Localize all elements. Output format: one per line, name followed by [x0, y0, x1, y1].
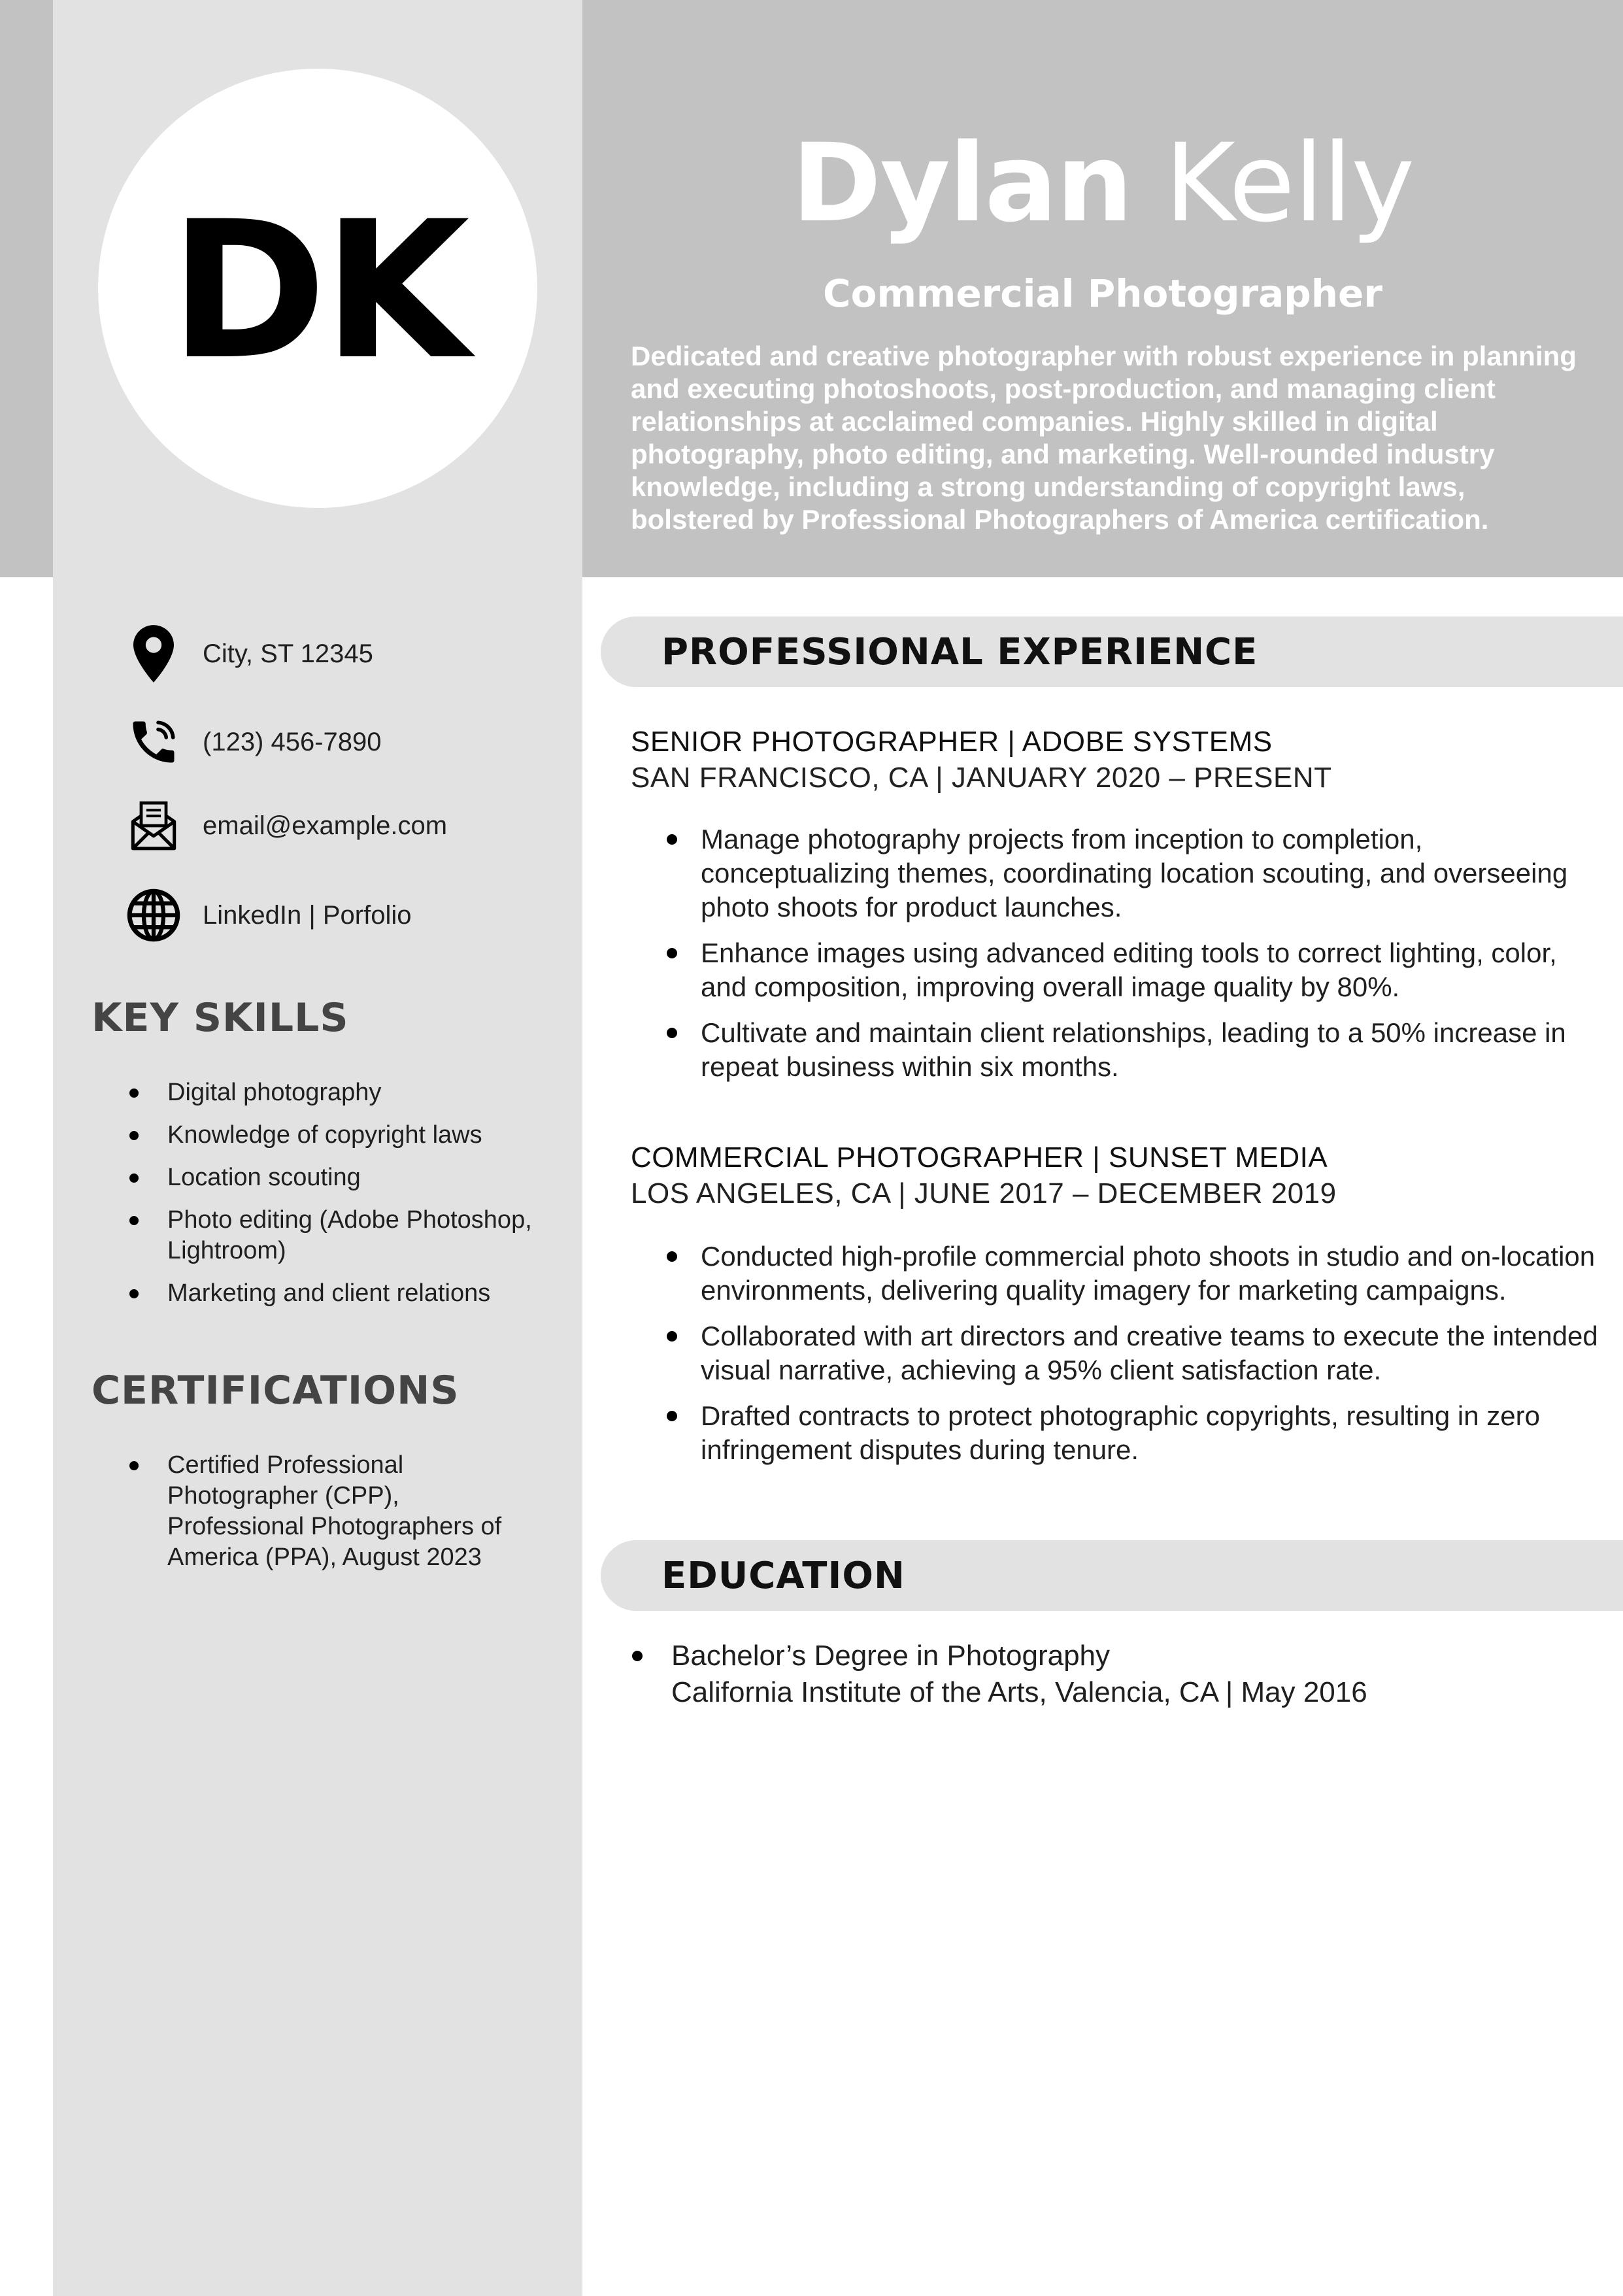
first-name: Dylan [792, 120, 1132, 246]
school: California Institute of the Arts, Valencia, CA | May 2016 [671, 1676, 1367, 1708]
job-bullet: Manage photography projects from inception to completion, conceptualizing themes, coordinating location scouting, and overseeing photo shoots for product launches. [667, 822, 1601, 924]
job-bullet: Cultivate and maintain client relationships, leading to a 50% increase in repeat business within six months. [667, 1016, 1601, 1084]
job-bullets [667, 1240, 1601, 1479]
skill-item: Knowledge of copyright laws [124, 1120, 543, 1151]
job-role: COMMERCIAL PHOTOGRAPHER | SUNSET MEDIA [631, 1141, 1328, 1173]
job-bullet: Drafted contracts to protect photographic copyrights, resulting in zero infringement disputes during tenure. [667, 1399, 1601, 1467]
contact-links [124, 886, 569, 945]
job-role: SENIOR PHOTOGRAPHER | ADOBE SYSTEMS [631, 726, 1273, 758]
job-meta: LOS ANGELES, CA | JUNE 2017 – DECEMBER 2019 [631, 1177, 1337, 1209]
certifications-heading: CERTIFICATIONS [92, 1368, 460, 1413]
key-skills-list [124, 1077, 543, 1321]
contact-email [124, 796, 569, 855]
contact-location [124, 624, 569, 683]
certification-item: Certified Professional Photographer (CPP), Professional Photographers of America (PPA), August 2023 [124, 1450, 543, 1573]
contact-phone [124, 713, 569, 771]
skill-item: Digital photography [124, 1077, 543, 1108]
degree: Bachelor’s Degree in Photography [671, 1640, 1111, 1672]
monogram: DK [169, 181, 466, 401]
last-name: Kelly [1164, 120, 1414, 246]
job-bullet: Conducted high-profile commercial photo shoots in studio and on-location environments, delivering quality imagery for marketing campaigns. [667, 1240, 1601, 1308]
summary: Dedicated and creative photographer with robust experience in planning and executing photoshoots, post-production, and managing client relationships at acclaimed companies. Highly skilled in digital photography, photo editing, and marketing. Well-rounded industry knowledge, including a strong understanding of copyright laws, bolstered by Professional Photographers of America certification. [631, 341, 1577, 535]
monogram-circle [98, 69, 537, 508]
job-title: Commercial Photographer [823, 271, 1382, 316]
job-bullet: Enhance images using advanced editing tools to correct lighting, color, and composition, improving overall image quality by 80%. [667, 936, 1601, 1004]
links-text[interactable]: LinkedIn | Porfolio [203, 900, 412, 930]
email-icon [124, 796, 183, 855]
job-bullets [667, 822, 1601, 1096]
education-entry [631, 1638, 1619, 1711]
skill-item: Photo editing (Adobe Photoshop, Lightroom) [124, 1205, 543, 1266]
education-heading: EDUCATION [661, 1554, 905, 1597]
certifications-list [124, 1450, 543, 1585]
skill-item: Location scouting [124, 1162, 543, 1193]
skill-item: Marketing and client relations [124, 1278, 543, 1309]
globe-icon [124, 886, 183, 945]
job-meta: SAN FRANCISCO, CA | JANUARY 2020 – PRESENT [631, 762, 1332, 794]
location-pin-icon [124, 624, 183, 683]
candidate-name [582, 120, 1623, 246]
email-text[interactable]: email@example.com [203, 811, 448, 840]
phone-icon [124, 713, 183, 771]
job-bullet: Collaborated with art directors and creative teams to execute the intended visual narrative, achieving a 95% client satisfaction rate. [667, 1319, 1601, 1387]
experience-heading: PROFESSIONAL EXPERIENCE [661, 630, 1258, 673]
phone-text: (123) 456-7890 [203, 727, 382, 756]
key-skills-heading: KEY SKILLS [92, 995, 349, 1041]
location-text: City, ST 12345 [203, 639, 373, 668]
